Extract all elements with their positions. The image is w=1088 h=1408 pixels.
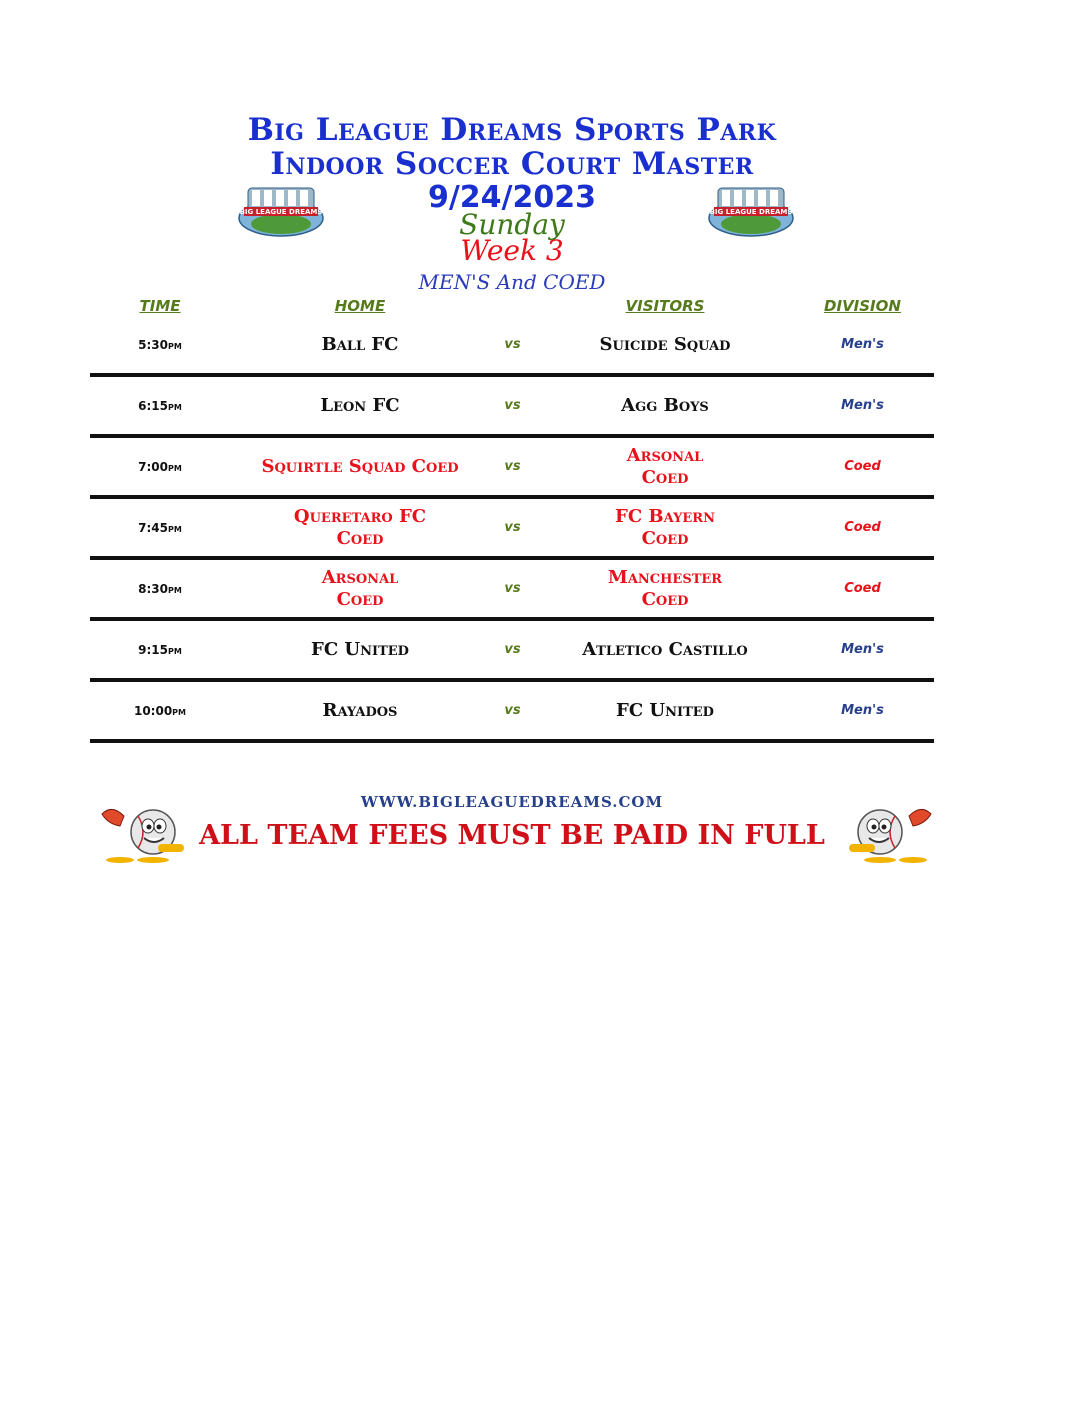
visitors-team-line: Coed	[641, 527, 689, 549]
division-label: Coed	[844, 520, 881, 535]
versus-label: vs	[504, 703, 521, 718]
visitors-team	[545, 438, 785, 495]
page-subtitle: Indoor Soccer Court Master	[270, 146, 754, 182]
visitors-team-line: FC Bayern	[615, 505, 715, 527]
event-day: Sunday	[459, 208, 565, 241]
division-label: Coed	[844, 581, 881, 596]
svg-text:BIG LEAGUE DREAMS: BIG LEAGUE DREAMS	[709, 208, 793, 216]
versus-label: vs	[504, 642, 521, 657]
division-label: Men's	[841, 398, 884, 413]
table-row	[90, 560, 934, 621]
home-team	[230, 560, 490, 617]
visitors-team-line: Manchester	[607, 566, 723, 588]
column-header-division: DIVISION	[824, 297, 901, 315]
table-row	[90, 438, 934, 499]
visitors-team	[545, 499, 785, 556]
home-team-line: FC United	[311, 638, 409, 660]
versus-label: vs	[504, 459, 521, 474]
home-team	[230, 438, 490, 495]
game-time: 6:15pm	[138, 398, 182, 413]
visitors-team	[545, 316, 785, 373]
visitors-team	[545, 621, 785, 678]
event-date: 9/24/2023	[427, 180, 597, 215]
column-header-home: HOME	[334, 297, 386, 315]
versus-label: vs	[504, 337, 521, 352]
visitors-team-line: Coed	[641, 588, 689, 610]
home-team-line: Ball FC	[321, 333, 399, 355]
visitors-team	[545, 377, 785, 434]
column-header-time: TIME	[139, 297, 181, 315]
league-type: MEN'S And COED	[418, 270, 606, 294]
versus-label: vs	[504, 581, 521, 596]
versus-label: vs	[504, 520, 521, 535]
division-label: Men's	[841, 642, 884, 657]
home-team-line: Rayados	[322, 699, 398, 721]
home-team-line: Squirtle Squad Coed	[261, 455, 459, 477]
row-divider	[90, 739, 934, 743]
visitors-team-line: Suicide Squad	[599, 333, 731, 355]
table-row	[90, 316, 934, 377]
svg-text:BIG LEAGUE DREAMS: BIG LEAGUE DREAMS	[239, 208, 323, 216]
home-team-line: Coed	[336, 527, 384, 549]
home-team	[230, 377, 490, 434]
division-label: Men's	[841, 337, 884, 352]
stadium-logo-icon	[236, 180, 326, 240]
division-label: Men's	[841, 703, 884, 718]
division-label: Coed	[844, 459, 881, 474]
event-week: Week 3	[460, 234, 564, 267]
stadium-logo-icon	[706, 180, 796, 240]
fees-notice: ALL TEAM FEES MUST BE PAID IN FULL	[199, 820, 825, 851]
home-team-line: Coed	[336, 588, 384, 610]
home-team	[230, 316, 490, 373]
table-row	[90, 499, 934, 560]
visitors-team-line: Atletico Castillo	[582, 638, 748, 660]
game-time: 9:15pm	[138, 642, 182, 657]
visitors-team-line: Agg Boys	[621, 394, 709, 416]
home-team-line: Leon FC	[320, 394, 400, 416]
game-time: 7:45pm	[138, 520, 182, 535]
table-row	[90, 682, 934, 743]
home-team	[230, 682, 490, 739]
home-team-line: Queretaro FC	[293, 505, 427, 527]
game-time: 10:00pm	[133, 703, 187, 718]
visitors-team	[545, 682, 785, 739]
website-link[interactable]: WWW.BIGLEAGUEDREAMS.COM	[360, 793, 664, 811]
table-row	[90, 621, 934, 682]
home-team	[230, 499, 490, 556]
visitors-team-line: Arsonal	[626, 444, 704, 466]
table-row	[90, 377, 934, 438]
game-time: 8:30pm	[138, 581, 182, 596]
page-title: Big League Dreams Sports Park	[247, 112, 777, 148]
visitors-team-line: FC United	[616, 699, 714, 721]
visitors-team-line: Coed	[641, 466, 689, 488]
visitors-team	[545, 560, 785, 617]
game-time: 7:00pm	[138, 459, 182, 474]
column-header-visitors: VISITORS	[625, 297, 705, 315]
home-team-line: Arsonal	[321, 566, 399, 588]
game-time: 5:30pm	[138, 337, 182, 352]
home-team	[230, 621, 490, 678]
versus-label: vs	[504, 398, 521, 413]
